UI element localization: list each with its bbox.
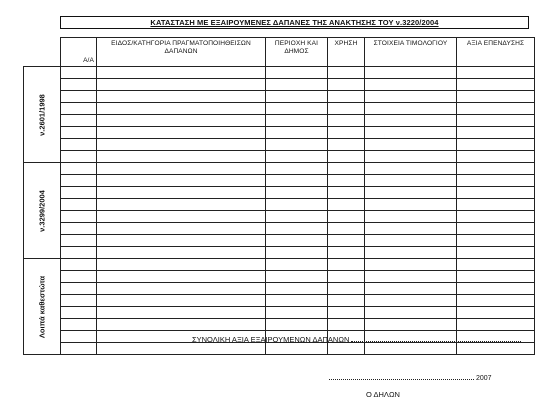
header-invoice: ΣΤΟΙΧΕΙΑ ΤΙΜΟΛΟΓΙΟΥ bbox=[365, 38, 457, 67]
table-cell[interactable] bbox=[61, 343, 97, 355]
table-cell[interactable] bbox=[365, 295, 457, 307]
table-cell[interactable] bbox=[457, 127, 535, 139]
table-cell[interactable] bbox=[97, 307, 266, 319]
table-cell[interactable] bbox=[365, 67, 457, 79]
table-cell[interactable] bbox=[61, 247, 97, 259]
table-row bbox=[24, 223, 535, 235]
table-cell[interactable] bbox=[61, 295, 97, 307]
table-cell[interactable] bbox=[61, 103, 97, 115]
header-value: ΑΞΙΑ ΕΠΕΝΔΥΣΗΣ bbox=[457, 38, 535, 67]
total-label: ΣΥΝΟΛΙΚΗ ΑΞΙΑ ΕΞΑΙΡΟΥΜΕΝΩΝ ΔΑΠΑΝΩΝ bbox=[192, 335, 350, 344]
table-cell[interactable] bbox=[266, 175, 328, 187]
table-cell[interactable] bbox=[97, 247, 266, 259]
table-cell[interactable] bbox=[328, 187, 365, 199]
header-category: ΕΙΔΟΣ/ΚΑΤΗΓΟΡΙΑ ΠΡΑΓΜΑΤΟΠΟΙΗΘΕΙΣΩΝ ΔΑΠΑΝΩΝ bbox=[97, 38, 266, 67]
table-cell[interactable] bbox=[328, 127, 365, 139]
table-cell[interactable] bbox=[365, 187, 457, 199]
group-label: ν.3299/2004 bbox=[37, 189, 47, 232]
date-line bbox=[329, 375, 492, 382]
table-cell[interactable] bbox=[266, 151, 328, 163]
table-row bbox=[24, 211, 535, 223]
table-cell[interactable] bbox=[266, 307, 328, 319]
table-cell[interactable] bbox=[328, 91, 365, 103]
total-line bbox=[192, 335, 521, 344]
table-cell[interactable] bbox=[266, 103, 328, 115]
table-row bbox=[24, 295, 535, 307]
table-body bbox=[24, 67, 535, 355]
table-cell[interactable] bbox=[97, 295, 266, 307]
table-cell[interactable] bbox=[61, 127, 97, 139]
table-cell[interactable] bbox=[97, 223, 266, 235]
table-cell[interactable] bbox=[457, 247, 535, 259]
table-cell[interactable] bbox=[457, 115, 535, 127]
table-cell[interactable] bbox=[266, 235, 328, 247]
table-cell[interactable] bbox=[328, 67, 365, 79]
table-cell[interactable] bbox=[61, 223, 97, 235]
table-cell[interactable] bbox=[266, 187, 328, 199]
table-cell[interactable] bbox=[457, 343, 535, 355]
table-cell[interactable] bbox=[365, 79, 457, 91]
table-row bbox=[24, 247, 535, 259]
table-cell[interactable] bbox=[61, 259, 97, 271]
table-cell[interactable] bbox=[266, 271, 328, 283]
table-row bbox=[24, 163, 535, 175]
table-cell[interactable] bbox=[457, 223, 535, 235]
table-cell[interactable] bbox=[266, 163, 328, 175]
table-row bbox=[24, 79, 535, 91]
table-cell[interactable] bbox=[61, 211, 97, 223]
year-suffix: 2007 bbox=[476, 375, 492, 382]
table-cell[interactable] bbox=[97, 163, 266, 175]
table-row bbox=[24, 199, 535, 211]
table-cell[interactable] bbox=[365, 235, 457, 247]
table-cell[interactable] bbox=[61, 91, 97, 103]
table-cell[interactable] bbox=[266, 79, 328, 91]
table-row bbox=[24, 103, 535, 115]
table-cell[interactable] bbox=[97, 127, 266, 139]
table-cell[interactable] bbox=[365, 283, 457, 295]
table-cell[interactable] bbox=[457, 139, 535, 151]
table-cell[interactable] bbox=[61, 79, 97, 91]
place-date-dotted-field[interactable] bbox=[329, 379, 474, 380]
table-cell[interactable] bbox=[97, 199, 266, 211]
table-cell[interactable] bbox=[266, 199, 328, 211]
table-cell[interactable] bbox=[97, 139, 266, 151]
table-row bbox=[24, 283, 535, 295]
table-row bbox=[24, 259, 535, 271]
table-cell[interactable] bbox=[328, 199, 365, 211]
table-row bbox=[24, 115, 535, 127]
table-cell[interactable] bbox=[266, 127, 328, 139]
table-cell[interactable] bbox=[365, 319, 457, 331]
header-year: ΧΡΗΣΗ bbox=[328, 38, 365, 67]
table-cell[interactable] bbox=[61, 307, 97, 319]
table-cell[interactable] bbox=[97, 91, 266, 103]
table-cell[interactable] bbox=[328, 259, 365, 271]
table-cell[interactable] bbox=[328, 235, 365, 247]
table-cell[interactable] bbox=[328, 103, 365, 115]
table-cell[interactable] bbox=[365, 223, 457, 235]
table-cell[interactable] bbox=[266, 283, 328, 295]
table-cell[interactable] bbox=[328, 319, 365, 331]
table-cell[interactable] bbox=[328, 151, 365, 163]
table-cell[interactable] bbox=[457, 175, 535, 187]
table-cell[interactable] bbox=[266, 343, 328, 355]
table-cell[interactable] bbox=[97, 115, 266, 127]
table-cell[interactable] bbox=[266, 139, 328, 151]
table-cell[interactable] bbox=[61, 271, 97, 283]
table-row bbox=[24, 175, 535, 187]
table-cell[interactable] bbox=[266, 115, 328, 127]
table-cell[interactable] bbox=[457, 235, 535, 247]
table-cell[interactable] bbox=[97, 319, 266, 331]
group-label-cell bbox=[24, 67, 61, 163]
table-cell[interactable] bbox=[457, 211, 535, 223]
table-header-row bbox=[24, 38, 535, 67]
table-cell[interactable] bbox=[61, 187, 97, 199]
table-cell[interactable] bbox=[457, 295, 535, 307]
table-cell[interactable] bbox=[365, 247, 457, 259]
table-row bbox=[24, 271, 535, 283]
form-title bbox=[60, 16, 529, 29]
table-cell[interactable] bbox=[97, 235, 266, 247]
table-cell[interactable] bbox=[365, 91, 457, 103]
table-cell[interactable] bbox=[457, 187, 535, 199]
table-cell[interactable] bbox=[61, 199, 97, 211]
table-cell[interactable] bbox=[457, 319, 535, 331]
table-cell[interactable] bbox=[365, 151, 457, 163]
table-row bbox=[24, 91, 535, 103]
table-cell[interactable] bbox=[365, 307, 457, 319]
table-cell[interactable] bbox=[97, 187, 266, 199]
table-cell[interactable] bbox=[266, 223, 328, 235]
table-cell[interactable] bbox=[266, 259, 328, 271]
header-blank-cell bbox=[24, 38, 61, 67]
table-cell[interactable] bbox=[97, 79, 266, 91]
total-dotted-field[interactable] bbox=[351, 341, 521, 342]
table-cell[interactable] bbox=[328, 163, 365, 175]
table-cell[interactable] bbox=[61, 331, 97, 343]
table-cell[interactable] bbox=[97, 175, 266, 187]
table-cell[interactable] bbox=[457, 199, 535, 211]
table-cell[interactable] bbox=[365, 211, 457, 223]
table-cell[interactable] bbox=[328, 271, 365, 283]
table-cell[interactable] bbox=[61, 175, 97, 187]
table-cell[interactable] bbox=[97, 259, 266, 271]
table-cell[interactable] bbox=[61, 235, 97, 247]
table-cell[interactable] bbox=[97, 271, 266, 283]
table-row bbox=[24, 151, 535, 163]
table-cell[interactable] bbox=[328, 139, 365, 151]
table-row bbox=[24, 319, 535, 331]
table-cell[interactable] bbox=[61, 115, 97, 127]
table-cell[interactable] bbox=[365, 175, 457, 187]
table-cell[interactable] bbox=[328, 247, 365, 259]
table-row bbox=[24, 127, 535, 139]
table-cell[interactable] bbox=[457, 79, 535, 91]
table-cell[interactable] bbox=[328, 223, 365, 235]
group-label: ν.2601/1998 bbox=[37, 93, 47, 136]
table-cell[interactable] bbox=[328, 79, 365, 91]
form-title-text: ΚΑΤΑΣΤΑΣΗ ΜΕ ΕΞΑΙΡΟΥΜΕΝΕΣ ΔΑΠΑΝΕΣ ΤΗΣ ΑΝΑΚΤΗΣΗΣ ΤΟΥ ν.3220/2004 bbox=[150, 18, 439, 27]
table-cell[interactable] bbox=[365, 163, 457, 175]
table-cell[interactable] bbox=[266, 295, 328, 307]
table-cell[interactable] bbox=[328, 115, 365, 127]
table-cell[interactable] bbox=[97, 343, 266, 355]
table-row bbox=[24, 235, 535, 247]
table-cell[interactable] bbox=[61, 139, 97, 151]
table-cell[interactable] bbox=[365, 199, 457, 211]
table-cell[interactable] bbox=[457, 283, 535, 295]
table-cell[interactable] bbox=[457, 151, 535, 163]
table-cell[interactable] bbox=[457, 67, 535, 79]
table-cell[interactable] bbox=[457, 307, 535, 319]
table-cell[interactable] bbox=[61, 67, 97, 79]
table-cell[interactable] bbox=[266, 211, 328, 223]
table-cell[interactable] bbox=[97, 103, 266, 115]
table-cell[interactable] bbox=[365, 139, 457, 151]
table-cell[interactable] bbox=[61, 163, 97, 175]
group-label-cell bbox=[24, 163, 61, 259]
header-region: ΠΕΡΙΟΧΗ ΚΑΙ ΔΗΜΟΣ bbox=[266, 38, 328, 67]
table-cell[interactable] bbox=[97, 151, 266, 163]
table-row bbox=[24, 67, 535, 79]
table-cell[interactable] bbox=[266, 319, 328, 331]
table-cell[interactable] bbox=[457, 271, 535, 283]
table-cell[interactable] bbox=[328, 295, 365, 307]
table-cell[interactable] bbox=[266, 67, 328, 79]
table-cell[interactable] bbox=[457, 163, 535, 175]
table-cell[interactable] bbox=[365, 103, 457, 115]
declarant-label: Ο ΔΗΛΩΝ bbox=[366, 390, 400, 399]
table-cell[interactable] bbox=[365, 115, 457, 127]
table-cell[interactable] bbox=[365, 259, 457, 271]
table-cell[interactable] bbox=[61, 319, 97, 331]
table-cell[interactable] bbox=[328, 343, 365, 355]
table-row bbox=[24, 343, 535, 355]
table-row bbox=[24, 139, 535, 151]
table-row bbox=[24, 187, 535, 199]
group-label-cell bbox=[24, 259, 61, 355]
table-cell[interactable] bbox=[266, 247, 328, 259]
table-cell[interactable] bbox=[365, 343, 457, 355]
table-cell[interactable] bbox=[365, 271, 457, 283]
table-cell[interactable] bbox=[457, 259, 535, 271]
table-cell[interactable] bbox=[328, 307, 365, 319]
table-cell[interactable] bbox=[61, 151, 97, 163]
table-cell[interactable] bbox=[457, 103, 535, 115]
expenses-table bbox=[23, 37, 535, 355]
table-cell[interactable] bbox=[457, 91, 535, 103]
table-row bbox=[24, 307, 535, 319]
table-cell[interactable] bbox=[266, 91, 328, 103]
table-cell[interactable] bbox=[328, 211, 365, 223]
table-cell[interactable] bbox=[365, 127, 457, 139]
table-cell[interactable] bbox=[328, 283, 365, 295]
table-cell[interactable] bbox=[97, 211, 266, 223]
table-cell[interactable] bbox=[328, 175, 365, 187]
table-cell[interactable] bbox=[61, 283, 97, 295]
table-cell[interactable] bbox=[97, 283, 266, 295]
table-cell[interactable] bbox=[97, 67, 266, 79]
header-aa: Α/Α bbox=[61, 38, 97, 67]
group-label: Λοιπά καθεστώτα bbox=[37, 275, 47, 338]
